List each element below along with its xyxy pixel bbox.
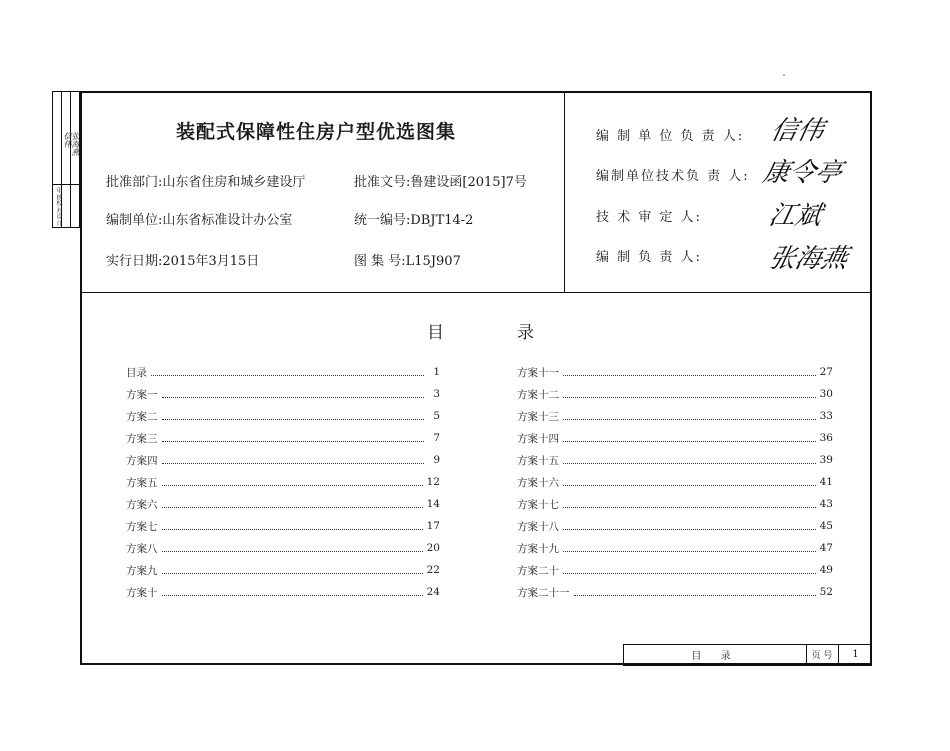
toc-entry-name: 方案九 <box>126 564 158 577</box>
toc-entry-name: 方案十一 <box>517 366 559 379</box>
leader-dots <box>563 485 816 486</box>
title-block-page-label: 页 号 <box>811 651 833 661</box>
leader-dots <box>162 485 423 486</box>
toc-entry-page: 30 <box>819 388 833 400</box>
role-technical-head: 编制单位技术负 责 人: <box>596 169 750 184</box>
toc-entry-name: 方案一 <box>126 388 158 401</box>
toc-entry[interactable] <box>126 405 440 427</box>
header-divider <box>81 292 871 293</box>
toc-entry-page: 17 <box>426 520 440 532</box>
toc-entry-page: 20 <box>426 542 440 554</box>
toc-entry[interactable] <box>126 493 440 515</box>
leader-dots <box>162 595 423 596</box>
toc-entry-page: 5 <box>433 410 440 422</box>
signature-compile-head: 张海燕 <box>766 244 851 274</box>
leader-dots <box>574 595 816 596</box>
toc-entry[interactable] <box>126 515 440 537</box>
atlas-title: 装配式保障性住房户型优选图集 <box>176 121 457 143</box>
toc-entry-page: 1 <box>433 366 440 378</box>
stamp-signature-1: 信伟 <box>63 132 72 148</box>
leader-dots <box>563 551 816 552</box>
toc-entry-page: 41 <box>819 476 833 488</box>
leader-dots <box>563 529 816 530</box>
toc-entry[interactable] <box>517 581 833 603</box>
toc-entry[interactable] <box>517 361 833 383</box>
toc-entry-page: 33 <box>819 410 833 422</box>
toc-entry-page: 7 <box>433 432 440 444</box>
toc-entry-name: 方案二十一 <box>517 586 570 599</box>
toc-entry[interactable] <box>126 383 440 405</box>
toc-entry-name: 方案二十 <box>517 564 559 577</box>
toc-entry[interactable] <box>517 471 833 493</box>
toc-entry-name: 方案二 <box>126 410 158 423</box>
toc-entry-name: 目录 <box>126 366 147 379</box>
leader-dots <box>151 375 424 376</box>
toc-entry-name: 方案十八 <box>517 520 559 533</box>
compiling-unit: 编制单位:山东省标准设计办公室 <box>106 213 293 228</box>
toc-entry-page: 27 <box>819 366 833 378</box>
toc-entry[interactable] <box>517 383 833 405</box>
scan-speck <box>783 74 785 76</box>
header-vertical-divider <box>564 92 565 292</box>
toc-entry[interactable] <box>517 405 833 427</box>
approval-stamp <box>52 91 80 228</box>
toc-heading-right: 录 <box>517 323 534 343</box>
stamp-signature-2: 张海燕 <box>71 132 80 156</box>
toc-entry-page: 49 <box>819 564 833 576</box>
title-block <box>623 644 872 666</box>
leader-dots <box>563 507 816 508</box>
leader-dots <box>162 529 423 530</box>
leader-dots <box>162 397 425 398</box>
toc-entry-name: 方案五 <box>126 476 158 489</box>
toc-entry-name: 方案八 <box>126 542 158 555</box>
toc-right-column <box>517 361 833 603</box>
toc-entry-page: 24 <box>426 586 440 598</box>
toc-entry-name: 方案十四 <box>517 432 559 445</box>
toc-entry-page: 47 <box>819 542 833 554</box>
toc-entry-page: 14 <box>426 498 440 510</box>
role-technical-reviewer: 技 术 审 定 人: <box>596 210 702 225</box>
leader-dots <box>563 441 816 442</box>
toc-entry[interactable] <box>126 537 440 559</box>
leader-dots <box>563 397 816 398</box>
toc-entry[interactable] <box>517 537 833 559</box>
signature-technical-head: 康令亭 <box>760 158 845 188</box>
atlas-number: 图 集 号:L15J907 <box>354 254 461 269</box>
leader-dots <box>162 463 425 464</box>
stamp-label-review: 审核 <box>55 187 62 201</box>
leader-dots <box>162 441 425 442</box>
effective-date: 实行日期:2015年3月15日 <box>106 254 260 269</box>
toc-entry-page: 43 <box>819 498 833 510</box>
toc-entry[interactable] <box>517 515 833 537</box>
toc-entry[interactable] <box>517 559 833 581</box>
role-compile-head: 编 制 负 责 人: <box>596 250 702 265</box>
toc-entry-page: 52 <box>819 586 833 598</box>
leader-dots <box>563 573 816 574</box>
toc-entry-name: 方案十六 <box>517 476 559 489</box>
leader-dots <box>563 419 816 420</box>
leader-dots <box>162 507 423 508</box>
toc-entry-page: 22 <box>426 564 440 576</box>
title-block-sheet-title: 目 录 <box>691 651 739 662</box>
signature-unit-head: 信伟 <box>768 116 827 146</box>
toc-entry[interactable] <box>126 559 440 581</box>
toc-entry-name: 方案十 <box>126 586 158 599</box>
toc-left-column <box>126 361 440 603</box>
toc-entry-name: 方案七 <box>126 520 158 533</box>
toc-entry[interactable] <box>517 427 833 449</box>
toc-heading-left: 目 <box>427 323 444 343</box>
leader-dots <box>162 419 425 420</box>
leader-dots <box>162 573 423 574</box>
toc-entry[interactable] <box>126 427 440 449</box>
stamp-label-design: 设计 <box>55 213 62 227</box>
approval-document-no: 批准文号:鲁建设函[2015]7号 <box>354 175 527 190</box>
toc-entry[interactable] <box>126 361 440 383</box>
toc-entry-name: 方案六 <box>126 498 158 511</box>
toc-entry-page: 3 <box>433 388 440 400</box>
toc-entry[interactable] <box>517 493 833 515</box>
title-block-page-value: 1 <box>852 649 859 660</box>
toc-entry-name: 方案十七 <box>517 498 559 511</box>
toc-entry[interactable] <box>126 581 440 603</box>
stamp-label-proofread: 校对 <box>55 200 62 214</box>
toc-entry-name: 方案十九 <box>517 542 559 555</box>
toc-entry[interactable] <box>517 449 833 471</box>
leader-dots <box>563 463 816 464</box>
toc-entry-page: 45 <box>819 520 833 532</box>
toc-entry-name: 方案十二 <box>517 388 559 401</box>
toc-entry-name: 方案三 <box>126 432 158 445</box>
unified-number: 统一编号:DBJT14-2 <box>354 213 474 228</box>
toc-entry-page: 36 <box>819 432 833 444</box>
toc-entry[interactable] <box>126 449 440 471</box>
toc-entry[interactable] <box>126 471 440 493</box>
approval-department: 批准部门:山东省住房和城乡建设厅 <box>106 175 306 190</box>
leader-dots <box>162 551 423 552</box>
role-unit-head: 编 制 单 位 负 责 人: <box>596 129 745 144</box>
toc-entry-name: 方案十三 <box>517 410 559 423</box>
toc-entry-page: 9 <box>433 454 440 466</box>
signature-technical-reviewer: 江斌 <box>766 201 825 231</box>
toc-entry-name: 方案四 <box>126 454 158 467</box>
toc-entry-page: 12 <box>426 476 440 488</box>
toc-entry-page: 39 <box>819 454 833 466</box>
leader-dots <box>563 375 816 376</box>
toc-entry-name: 方案十五 <box>517 454 559 467</box>
